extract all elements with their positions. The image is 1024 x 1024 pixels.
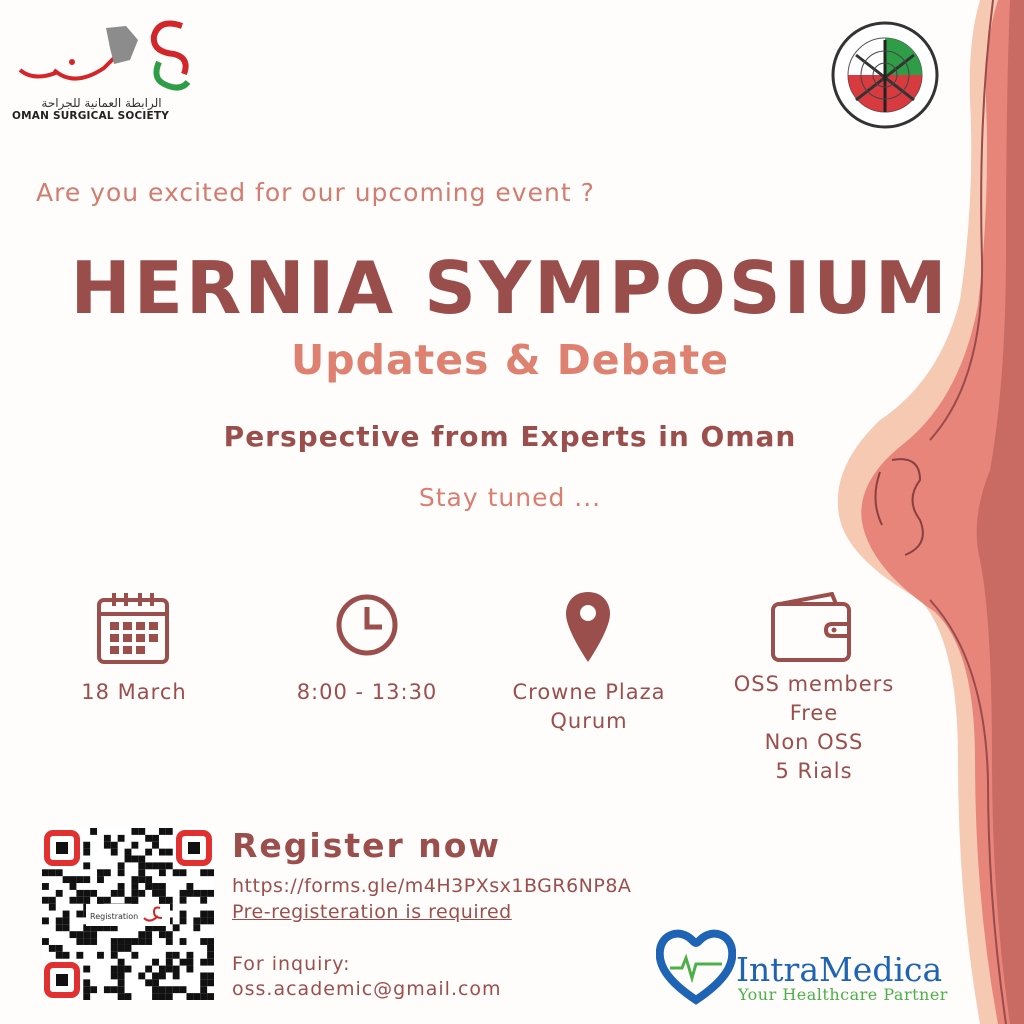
qr-module: [70, 883, 77, 890]
intramedica-name: IntraMedica: [736, 950, 943, 989]
qr-module: [118, 993, 125, 1000]
qr-module: [186, 993, 193, 1000]
qr-module: [152, 842, 159, 849]
qr-module: [159, 890, 166, 897]
qr-module: [90, 986, 97, 993]
qr-module: [56, 924, 63, 931]
qr-module: [118, 966, 125, 973]
qr-module: [76, 911, 83, 918]
qr-module: [159, 862, 166, 869]
qr-module: [152, 986, 159, 993]
qr-module: [118, 938, 125, 945]
intramedica-heart-icon: [656, 924, 736, 1008]
qr-module: [207, 890, 214, 897]
qr-module: [70, 897, 77, 904]
qr-module: [83, 876, 90, 883]
qr-module: [138, 869, 145, 876]
qr-module: [118, 972, 125, 979]
qr-module: [159, 993, 166, 1000]
qr-module: [111, 952, 118, 959]
qr-module: [76, 890, 83, 897]
intramedica-tagline: Your Healthcare Partner: [738, 985, 948, 1004]
qr-module: [152, 883, 159, 890]
qr-module: [125, 966, 132, 973]
event-time: 8:00 - 13:30: [296, 680, 438, 704]
qr-module: [186, 890, 193, 897]
registration-link[interactable]: https://forms.gle/m4H3PXsx1BGR6NP8A: [232, 875, 632, 897]
qr-module: [56, 917, 63, 924]
qr-module: [111, 945, 118, 952]
oma-logo: [826, 20, 944, 130]
qr-module: [186, 966, 193, 973]
qr-module: [180, 959, 187, 966]
qr-module: [125, 938, 132, 945]
qr-module: [63, 952, 70, 959]
qr-module: [104, 835, 111, 842]
qr-module: [138, 828, 145, 835]
qr-module: [145, 966, 152, 973]
qr-module: [42, 883, 49, 890]
location-pin-icon: [564, 590, 612, 664]
qr-module: [125, 849, 132, 856]
qr-module: [56, 869, 63, 876]
qr-module: [159, 828, 166, 835]
qr-module: [159, 883, 166, 890]
qr-module: [166, 828, 173, 835]
qr-module: [131, 890, 138, 897]
venue-line-2: Qurum: [550, 709, 628, 733]
qr-module: [83, 938, 90, 945]
qr-module: [42, 897, 49, 904]
qr-module: [97, 876, 104, 883]
qr-module: [159, 849, 166, 856]
qr-module: [166, 938, 173, 945]
qr-module: [138, 972, 145, 979]
fee-line-1: OSS members: [733, 672, 895, 696]
qr-module: [200, 972, 207, 979]
qr-module: [200, 986, 207, 993]
qr-module: [83, 986, 90, 993]
qr-module: [152, 993, 159, 1000]
qr-module: [152, 972, 159, 979]
qr-module: [166, 993, 173, 1000]
qr-module: [159, 972, 166, 979]
qr-module: [70, 931, 77, 938]
qr-module: [83, 966, 90, 973]
qr-module: [145, 883, 152, 890]
clock-icon: [334, 592, 400, 658]
qr-module: [76, 897, 83, 904]
fee-line-4: 5 Rials: [775, 759, 853, 783]
qr-module: [200, 897, 207, 904]
qr-module: [63, 924, 70, 931]
qr-module: [104, 897, 111, 904]
qr-module: [145, 862, 152, 869]
event-title: HERNIA SYMPOSIUM: [70, 246, 950, 330]
qr-module: [186, 883, 193, 890]
qr-module: [159, 986, 166, 993]
qr-module: [207, 869, 214, 876]
qr-module: [152, 835, 159, 842]
qr-module: [152, 979, 159, 986]
qr-module: [56, 945, 63, 952]
qr-module: [111, 938, 118, 945]
qr-module: [159, 869, 166, 876]
qr-module: [70, 876, 77, 883]
qr-module: [166, 849, 173, 856]
qr-module: [104, 842, 111, 849]
qr-module: [138, 890, 145, 897]
qr-module: [56, 890, 63, 897]
qr-module: [83, 862, 90, 869]
qr-module: [118, 986, 125, 993]
qr-module: [166, 966, 173, 973]
qr-module: [207, 959, 214, 966]
inquiry-block: [232, 952, 502, 1002]
qr-label: Registration: [90, 912, 139, 921]
qr-module: [180, 911, 187, 918]
qr-module: [125, 897, 132, 904]
qr-module: [173, 966, 180, 973]
qr-module: [145, 938, 152, 945]
venue-line-1: Crowne Plaza: [512, 680, 666, 704]
qr-module: [166, 959, 173, 966]
qr-module: [131, 952, 138, 959]
registration-qr-code[interactable]: [42, 828, 214, 1000]
qr-module: [180, 897, 187, 904]
qr-module: [145, 931, 152, 938]
qr-module: [173, 924, 180, 931]
qr-module: [83, 897, 90, 904]
qr-module: [125, 945, 132, 952]
event-subtitle: Updates & Debate: [290, 336, 730, 384]
qr-module: [207, 938, 214, 945]
hernia-illustration: [810, 0, 1024, 1024]
qr-module: [173, 972, 180, 979]
qr-module: [42, 917, 49, 924]
qr-module: [90, 890, 97, 897]
qr-module: [180, 938, 187, 945]
event-venue: [494, 678, 684, 736]
qr-module: [200, 979, 207, 986]
qr-module: [118, 862, 125, 869]
event-date: 18 March: [81, 680, 187, 704]
qr-module: [138, 862, 145, 869]
qr-module: [138, 938, 145, 945]
qr-module: [152, 862, 159, 869]
qr-module: [49, 869, 56, 876]
qr-module: [56, 952, 63, 959]
qr-module: [42, 869, 49, 876]
qr-module: [173, 986, 180, 993]
stay-tuned-text: Stay tuned ...: [418, 483, 602, 512]
qr-module: [193, 890, 200, 897]
qr-module: [97, 897, 104, 904]
qr-module: [131, 828, 138, 835]
oss-logo-mark: [14, 18, 194, 100]
qr-module: [76, 938, 83, 945]
qr-module: [118, 979, 125, 986]
qr-module: [104, 869, 111, 876]
qr-module: [200, 911, 207, 918]
qr-module: [200, 917, 207, 924]
qr-module: [97, 952, 104, 959]
qr-module: [111, 890, 118, 897]
qr-module: [193, 993, 200, 1000]
qr-module: [166, 952, 173, 959]
qr-module: [180, 869, 187, 876]
qr-module: [173, 952, 180, 959]
event-perspective: Perspective from Experts in Oman: [223, 420, 797, 453]
qr-module: [152, 890, 159, 897]
qr-module: [131, 883, 138, 890]
qr-module: [180, 986, 187, 993]
qr-module: [145, 979, 152, 986]
intro-question: Are you excited for our upcoming event ?: [36, 178, 595, 207]
qr-module: [131, 938, 138, 945]
qr-module: [166, 897, 173, 904]
fee-line-2: Free: [789, 701, 839, 725]
inquiry-label: For inquiry:: [232, 953, 351, 975]
fee-line-3: Non OSS: [764, 730, 864, 754]
qr-module: [193, 924, 200, 931]
qr-module: [200, 959, 207, 966]
qr-module: [111, 972, 118, 979]
register-heading: Register now: [232, 826, 501, 865]
inquiry-email[interactable]: oss.academic@gmail.com: [232, 978, 502, 1000]
qr-module: [186, 959, 193, 966]
qr-module: [118, 890, 125, 897]
qr-module: [131, 842, 138, 849]
qr-module: [118, 945, 125, 952]
qr-module: [131, 856, 138, 863]
qr-module: [118, 883, 125, 890]
qr-module: [200, 993, 207, 1000]
oss-logo-arabic: الرابطة العمانية للجراحة: [41, 96, 162, 110]
qr-module: [186, 952, 193, 959]
qr-module: [166, 862, 173, 869]
qr-module: [207, 917, 214, 924]
qr-module: [83, 979, 90, 986]
qr-module: [111, 842, 118, 849]
qr-module: [159, 931, 166, 938]
calendar-icon: [96, 590, 170, 666]
qr-module: [104, 986, 111, 993]
qr-module: [76, 952, 83, 959]
qr-module: [131, 897, 138, 904]
qr-module: [159, 897, 166, 904]
qr-module: [125, 993, 132, 1000]
qr-module: [49, 897, 56, 904]
qr-module: [138, 856, 145, 863]
qr-module: [83, 890, 90, 897]
wallet-icon: [770, 592, 854, 664]
qr-module: [166, 986, 173, 993]
qr-module: [111, 849, 118, 856]
qr-module: [63, 876, 70, 883]
qr-module: [83, 931, 90, 938]
qr-module: [138, 931, 145, 938]
qr-module: [83, 993, 90, 1000]
qr-module: [152, 959, 159, 966]
qr-module: [159, 966, 166, 973]
qr-module: [166, 931, 173, 938]
qr-module: [207, 945, 214, 952]
qr-module: [200, 938, 207, 945]
qr-module: [207, 911, 214, 918]
qr-module: [200, 869, 207, 876]
qr-module: [131, 876, 138, 883]
qr-module: [76, 931, 83, 938]
qr-module: [63, 917, 70, 924]
qr-module: [125, 856, 132, 863]
preregistration-note: Pre-registeration is required: [232, 901, 512, 923]
qr-module: [138, 876, 145, 883]
qr-module: [118, 835, 125, 842]
qr-module: [145, 835, 152, 842]
qr-module: [207, 952, 214, 959]
qr-module: [200, 890, 207, 897]
qr-module: [145, 876, 152, 883]
qr-module: [180, 890, 187, 897]
qr-module: [83, 842, 90, 849]
qr-module: [111, 986, 118, 993]
qr-module: [118, 959, 125, 966]
oss-logo-english: OMAN SURGICAL SOCIETY: [12, 110, 170, 122]
qr-module: [83, 849, 90, 856]
event-fees: [712, 670, 916, 786]
qr-module: [180, 917, 187, 924]
qr-module: [97, 869, 104, 876]
qr-module: [193, 917, 200, 924]
qr-module: [49, 904, 56, 911]
qr-module: [90, 828, 97, 835]
qr-module: [207, 972, 214, 979]
qr-module: [173, 869, 180, 876]
qr-module: [42, 938, 49, 945]
qr-module: [118, 869, 125, 876]
qr-module: [76, 876, 83, 883]
qr-module: [207, 979, 214, 986]
qr-module: [90, 938, 97, 945]
qr-module: [207, 993, 214, 1000]
qr-module: [90, 931, 97, 938]
qr-module: [111, 966, 118, 973]
qr-module: [63, 911, 70, 918]
qr-module: [49, 945, 56, 952]
qr-module: [145, 849, 152, 856]
